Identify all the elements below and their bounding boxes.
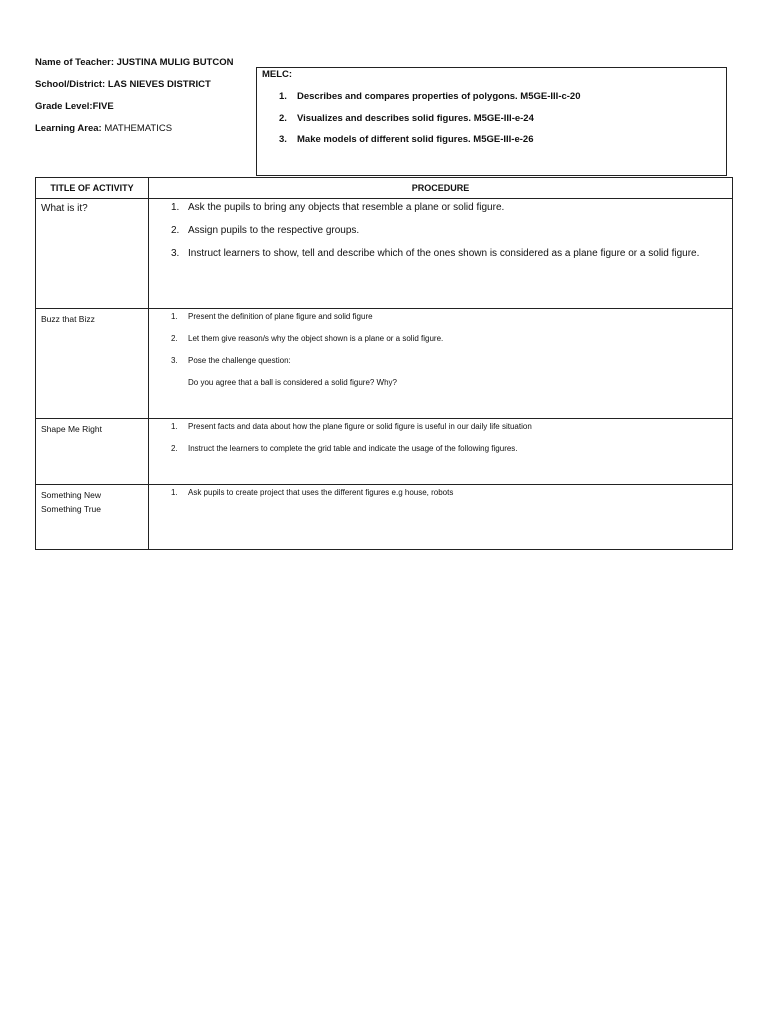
step-text: Assign pupils to the respective groups. (188, 225, 360, 236)
step-number: 1. (171, 488, 178, 497)
grade-line (35, 101, 114, 112)
procedure-list (149, 487, 732, 499)
activity-title: Buzz that Bizz (36, 309, 149, 419)
table-row (36, 309, 733, 419)
melc-item (279, 91, 581, 102)
activity-title (36, 485, 149, 550)
procedure-step (149, 311, 732, 323)
school-label: School/District: (35, 79, 106, 90)
procedure-step (149, 247, 732, 261)
melc-item-text: Visualizes and describes solid figures. M5GE-III-e-24 (297, 113, 534, 124)
area-label: Learning Area: (35, 123, 102, 134)
procedure-list (149, 201, 732, 261)
step-number: 2. (171, 334, 178, 343)
melc-item (279, 113, 534, 124)
procedure-step (149, 421, 732, 433)
step-text: Ask the pupils to bring any objects that resemble a plane or solid figure. (188, 202, 505, 213)
procedure-cell (149, 485, 733, 550)
table-row (36, 199, 733, 309)
procedure-cell (149, 309, 733, 419)
step-text: Present the definition of plane figure and solid figure (188, 312, 373, 321)
challenge-question: Do you agree that a ball is considered a solid figure? Why? (188, 378, 398, 387)
melc-item-number: 3. (279, 134, 287, 145)
procedure-cell (149, 199, 733, 309)
step-text: Present facts and data about how the plane figure or solid figure is useful in our daily life situation (188, 422, 532, 431)
procedure-step (149, 201, 732, 215)
activity-table (35, 177, 733, 550)
procedure-step (149, 355, 732, 367)
melc-item-number: 1. (279, 91, 287, 102)
procedure-cell (149, 419, 733, 485)
step-number: 1. (171, 422, 178, 431)
step-text: Instruct the learners to complete the grid table and indicate the usage of the following figures. (188, 444, 518, 453)
step-text: Pose the challenge question: (188, 356, 291, 365)
procedure-step (149, 224, 732, 238)
step-text: Let them give reason/s why the object shown is a plane or a solid figure. (188, 334, 444, 343)
step-number: 3. (171, 356, 178, 365)
teacher-label: Name of Teacher: (35, 57, 115, 68)
step-number: 2. (171, 225, 180, 236)
procedure-step (149, 487, 732, 499)
melc-box (256, 67, 727, 176)
step-number: 2. (171, 444, 178, 453)
grade-label: Grade Level: (35, 101, 93, 112)
activity-title: Shape Me Right (36, 419, 149, 485)
activity-title-line: Something New (41, 490, 102, 500)
melc-item-text: Make models of different solid figures. M5GE-III-e-26 (297, 134, 534, 145)
grade-value: FIVE (92, 101, 114, 112)
activity-title: What is it? (36, 199, 149, 309)
area-value: MATHEMATICS (104, 123, 173, 134)
header-procedure: PROCEDURE (149, 178, 733, 199)
table-row (36, 419, 733, 485)
step-number: 1. (171, 202, 180, 213)
step-number: 3. (171, 248, 180, 259)
procedure-list (149, 421, 732, 455)
procedure-step (149, 443, 732, 455)
step-number: 1. (171, 312, 178, 321)
activity-title-line: Something True (41, 504, 102, 514)
teacher-line (35, 57, 233, 68)
procedure-step (149, 333, 732, 345)
melc-item-number: 2. (279, 113, 287, 124)
melc-item-text: Describes and compares properties of polygons. M5GE-III-c-20 (297, 91, 581, 102)
school-value: LAS NIEVES DISTRICT (107, 79, 211, 90)
school-line (35, 79, 211, 90)
area-line (35, 123, 172, 134)
header-title-of-activity: TITLE OF ACTIVITY (36, 178, 149, 199)
teacher-value: JUSTINA MULIG BUTCON (116, 57, 234, 68)
step-text: Ask pupils to create project that uses the different figures e.g house, robots (188, 488, 454, 497)
melc-title: MELC: (262, 69, 293, 80)
table-row (36, 485, 733, 550)
procedure-list (149, 311, 732, 367)
melc-item (279, 134, 534, 145)
step-text: Instruct learners to show, tell and describe which of the ones shown is considered as a plane figure or a solid figure. (188, 248, 700, 259)
table-header-row (36, 178, 733, 199)
